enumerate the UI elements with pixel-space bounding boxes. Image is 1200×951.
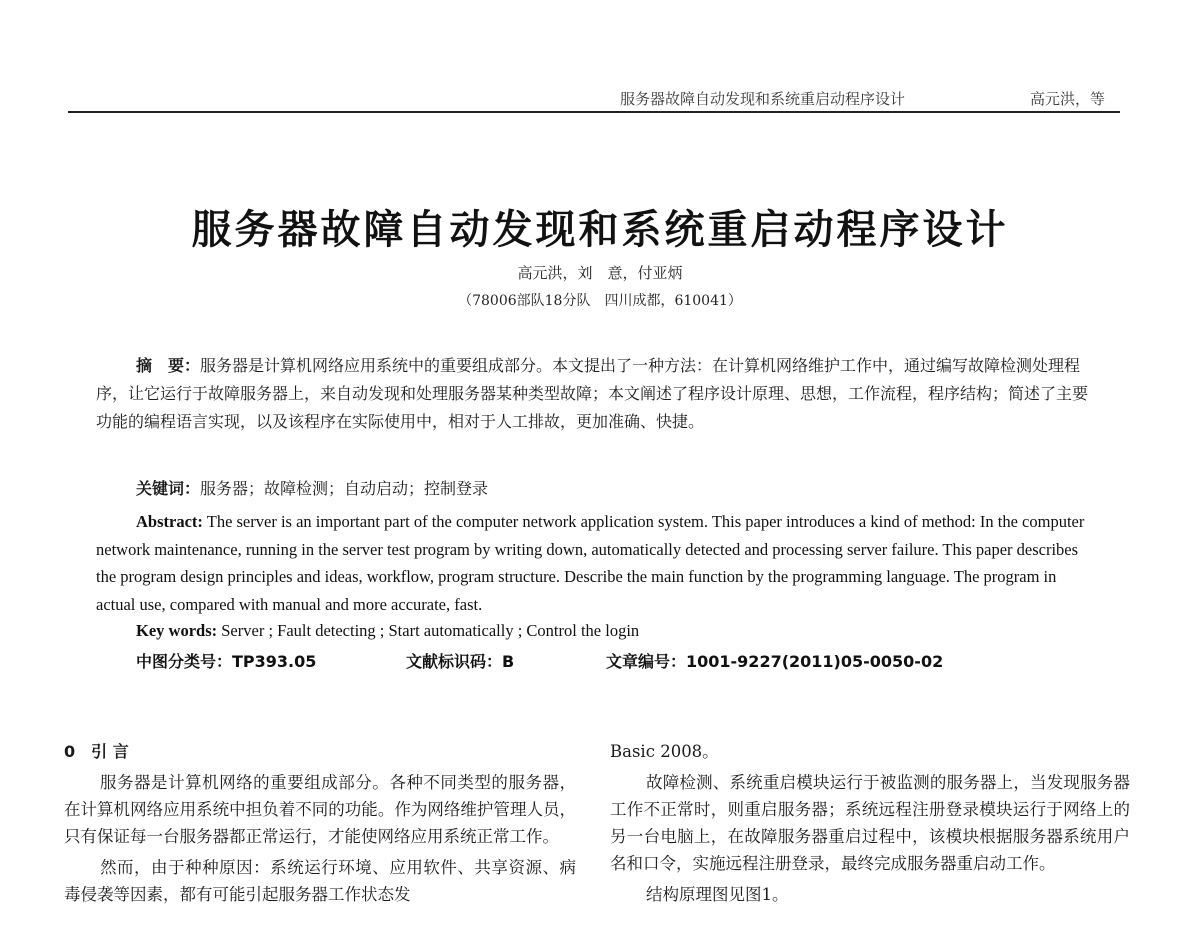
keywords-chinese: [136, 476, 1096, 499]
keywords-en-text: Server ; Fault detecting ; Start automatically ; Control the login: [221, 621, 640, 640]
abstract-english: [96, 508, 1096, 618]
abstract-zh-label: 摘 要：: [136, 356, 201, 375]
body-paragraph: 然而，由于种种原因：系统运行环境、应用软件、共享资源、病毒侵袭等因素，都有可能引起服务器工作状态发: [64, 858, 576, 904]
body-continuation: Basic 2008。: [610, 742, 719, 761]
abstract-en-label: Abstract:: [136, 512, 203, 531]
document-code: 文献标识码：B: [406, 652, 515, 671]
left-column: [64, 738, 576, 912]
author-list: 高元洪，刘 意，付亚炳: [517, 264, 683, 282]
body-paragraph: 故障检测、系统重启模块运行于被监测的服务器上，当发现服务器工作不正常时，则重启服务器；系统远程注册登录模块运行于网络上的另一台电脑上，在故障服务器重启过程中，该模块根据服务器系统用户名和口令，实施远程注册登录，最终完成服务器重启动工作。: [610, 773, 1130, 873]
running-head: [620, 88, 1120, 109]
keywords-zh-text: 服务器；故障检测；自动启动；控制登录: [200, 479, 489, 498]
paper-title: 服务器故障自动发现和系统重启动程序设计: [191, 207, 1009, 253]
body-paragraph: 服务器是计算机网络的重要组成部分。各种不同类型的服务器，在计算机网络应用系统中担负着不同的功能。作为网络维护管理人员，只有保证每一台服务器都正常运行，才能使网络应用系统正常工作。: [64, 773, 576, 846]
section-heading-introduction: 0 引 言: [64, 742, 129, 761]
article-number: 文章编号：1001-9227(2011)05-0050-02: [606, 652, 944, 671]
running-head-author: 高元洪，等: [1030, 90, 1106, 108]
abstract-en-text: The server is an important part of the computer network application system. This paper introduces a kind of method: In the computer network maintenance, running in the server test program by writing down, automatically detected and processing server failure. This paper describes the program design principles and ideas, workflow, program structure. Describe the main function by the programming language. The program in actual use, compared with manual and more accurate, fast.: [96, 512, 1085, 614]
affiliation: （78006部队18分队 四川成都，610041）: [458, 293, 742, 309]
clc-number: 中图分类号：TP393.05: [136, 652, 317, 671]
header-rule: [68, 111, 1120, 113]
keywords-english: [136, 621, 1096, 641]
body-paragraph: 结构原理图见图1。: [646, 885, 789, 904]
running-head-title: 服务器故障自动发现和系统重启动程序设计: [620, 90, 906, 108]
right-column: [610, 738, 1130, 912]
abstract-zh-text: 服务器是计算机网络应用系统中的重要组成部分。本文提出了一种方法：在计算机网络维护工作中，通过编写故障检测处理程序，让它运行于故障服务器上，来自动发现和处理服务器某种类型故障；本文阐述了程序设计原理、思想，工作流程，程序结构；简述了主要功能的编程语言实现，以及该程序在实际使用中，相对于人工排故，更加准确、快捷。: [96, 356, 1089, 431]
abstract-chinese: [96, 352, 1096, 436]
keywords-zh-label: 关键词：: [136, 479, 201, 498]
keywords-en-label: Key words:: [136, 621, 218, 640]
